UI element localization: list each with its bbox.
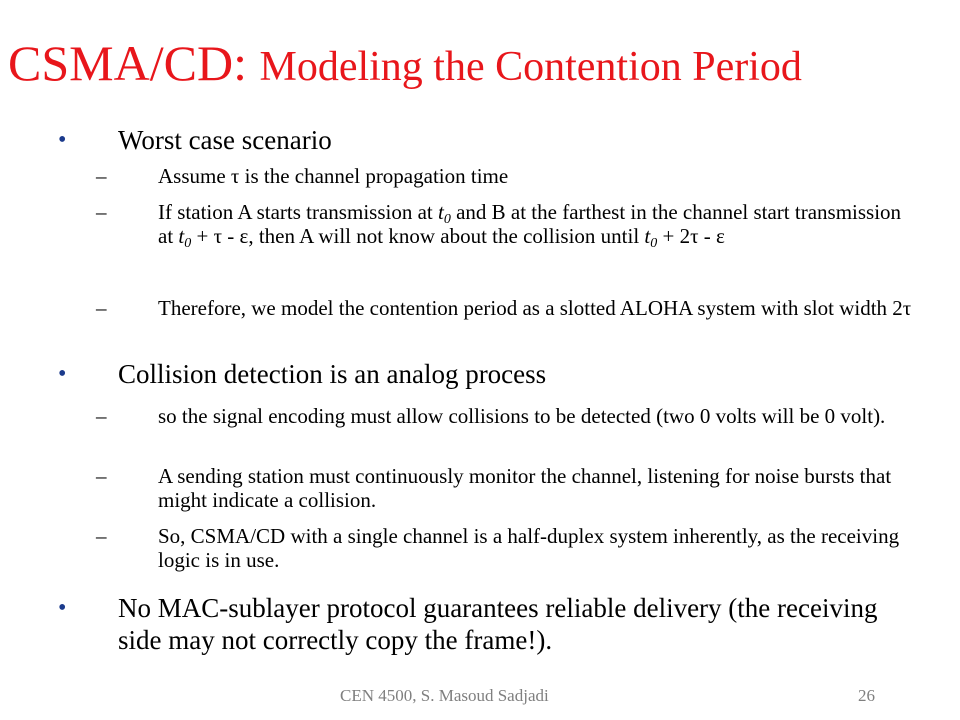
bullet-2 <box>58 358 918 390</box>
dash-marker: – <box>96 404 107 428</box>
bullet-1-sub-1-text: Assume τ is the channel propagation time <box>158 164 509 188</box>
bullet-1 <box>58 124 918 156</box>
bullet-1-text: Worst case scenario <box>118 125 332 155</box>
dash-marker: – <box>96 296 107 320</box>
dash-marker: – <box>96 200 107 224</box>
bullet-3-text: No MAC-sublayer protocol guarantees reliable delivery (the receiving side may not correctly copy the frame!). <box>118 593 878 655</box>
bullet-1-sub-1 <box>96 164 918 188</box>
bullet-2-sub-1-text: so the signal encoding must allow collisions to be detected (two 0 volts will be 0 volt). <box>158 404 886 428</box>
slide-title-main: CSMA/CD: <box>8 35 260 91</box>
slide-title <box>8 35 802 91</box>
bullet-2-sub-2-text: A sending station must continuously monitor the channel, listening for noise bursts that might indicate a collision. <box>158 464 892 512</box>
footer-course: CEN 4500, S. Masoud Sadjadi <box>340 686 549 705</box>
dash-marker: – <box>96 164 107 188</box>
slide-title-sub: Modeling the Contention Period <box>259 44 802 90</box>
bullet-2-sub-2 <box>96 464 918 512</box>
bullet-1-sub-2-text: If station A starts transmission at $t_0$ and B at the farthest in the channel start transmission at $t_0 + \tau - \varepsilon$, then A will not know about the collision until $t_0 + 2\tau - \varepsilon$ <box>158 200 902 251</box>
bullet-1-sub-3 <box>96 296 918 320</box>
bullet-marker: • <box>58 595 67 621</box>
bullet-2-sub-3 <box>96 524 918 572</box>
bullet-2-sub-1 <box>96 404 918 428</box>
bullet-1-sub-3-text: Therefore, we model the contention period as a slotted ALOHA system with slot width 2τ <box>158 296 912 320</box>
bullet-marker: • <box>58 361 67 387</box>
page-number: 26 <box>858 686 875 705</box>
dash-marker: – <box>96 524 107 548</box>
bullet-3 <box>58 592 918 656</box>
dash-marker: – <box>96 464 107 488</box>
bullet-2-text: Collision detection is an analog process <box>118 359 547 389</box>
bullet-1-sub-2 <box>96 200 918 251</box>
bullet-marker: • <box>58 127 67 153</box>
bullet-2-sub-3-text: So, CSMA/CD with a single channel is a half-duplex system inherently, as the receiving logic is in use. <box>158 524 900 572</box>
